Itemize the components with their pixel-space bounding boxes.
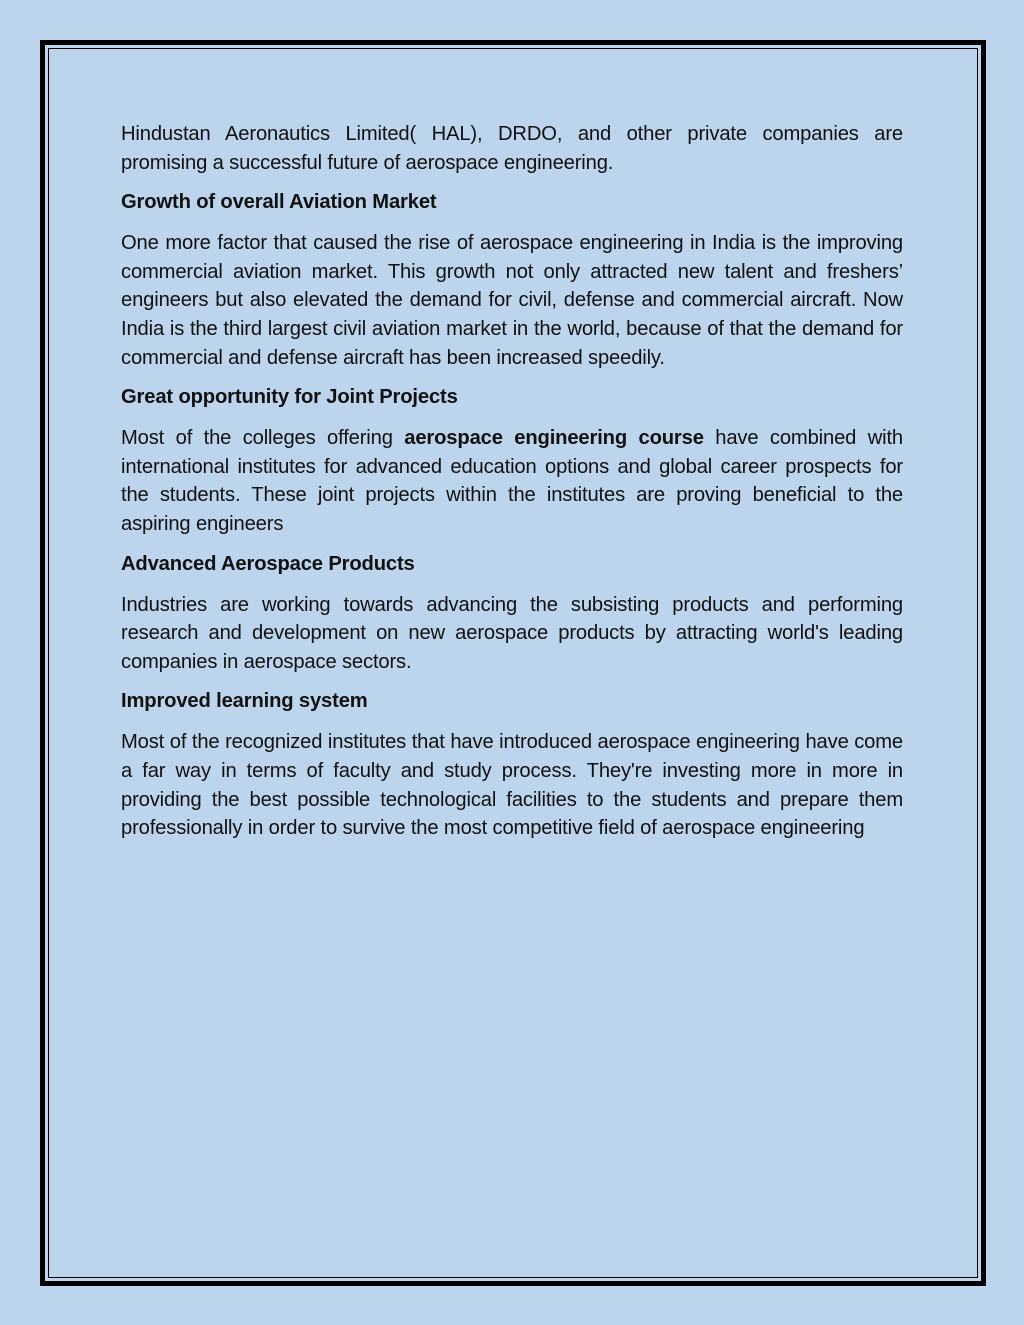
heading-aviation-market: Growth of overall Aviation Market [121,191,437,214]
intro-paragraph: Hindustan Aeronautics Limited( HAL), DRDO, and other private companies are promising a successful future of aerospace engineering. [121,123,903,174]
joint-projects-paragraph [121,424,903,538]
heading-aerospace-products: Advanced Aerospace Products [121,552,415,575]
joint-projects-text-start: Most of the colleges offering [121,427,405,450]
heading-learning-system: Improved learning system [121,690,368,713]
learning-system-paragraph: Most of the recognized institutes that have introduced aerospace engineering have come a far way in terms of faculty and study process. They're investing more in more in providing the best possible technological facilities to the students and prepare them professionally in order to survive the most competitive field of aerospace engineering [121,731,903,840]
document-body [121,120,903,853]
aviation-market-paragraph: One more factor that caused the rise of aerospace engineering in India is the improving commercial aviation market. This growth not only attracted new talent and freshers’ engineers but also elevated the demand for civil, defense and commercial aircraft. Now India is the third largest civil aviation market in the world, because of that the demand for commercial and defense aircraft has been increased speedily. [121,232,903,369]
joint-projects-text-end: have combined with international institutes for advanced education options and global career prospects for the students. These joint projects within the institutes are proving beneficial to the aspiring engineers [121,427,903,535]
aerospace-course-keyword: aerospace engineering course [404,427,704,450]
heading-joint-projects: Great opportunity for Joint Projects [121,386,458,409]
aerospace-products-paragraph: Industries are working towards advancing the subsisting products and performing research and development on new aerospace products by attracting world's leading companies in aerospace sectors. [121,593,903,673]
